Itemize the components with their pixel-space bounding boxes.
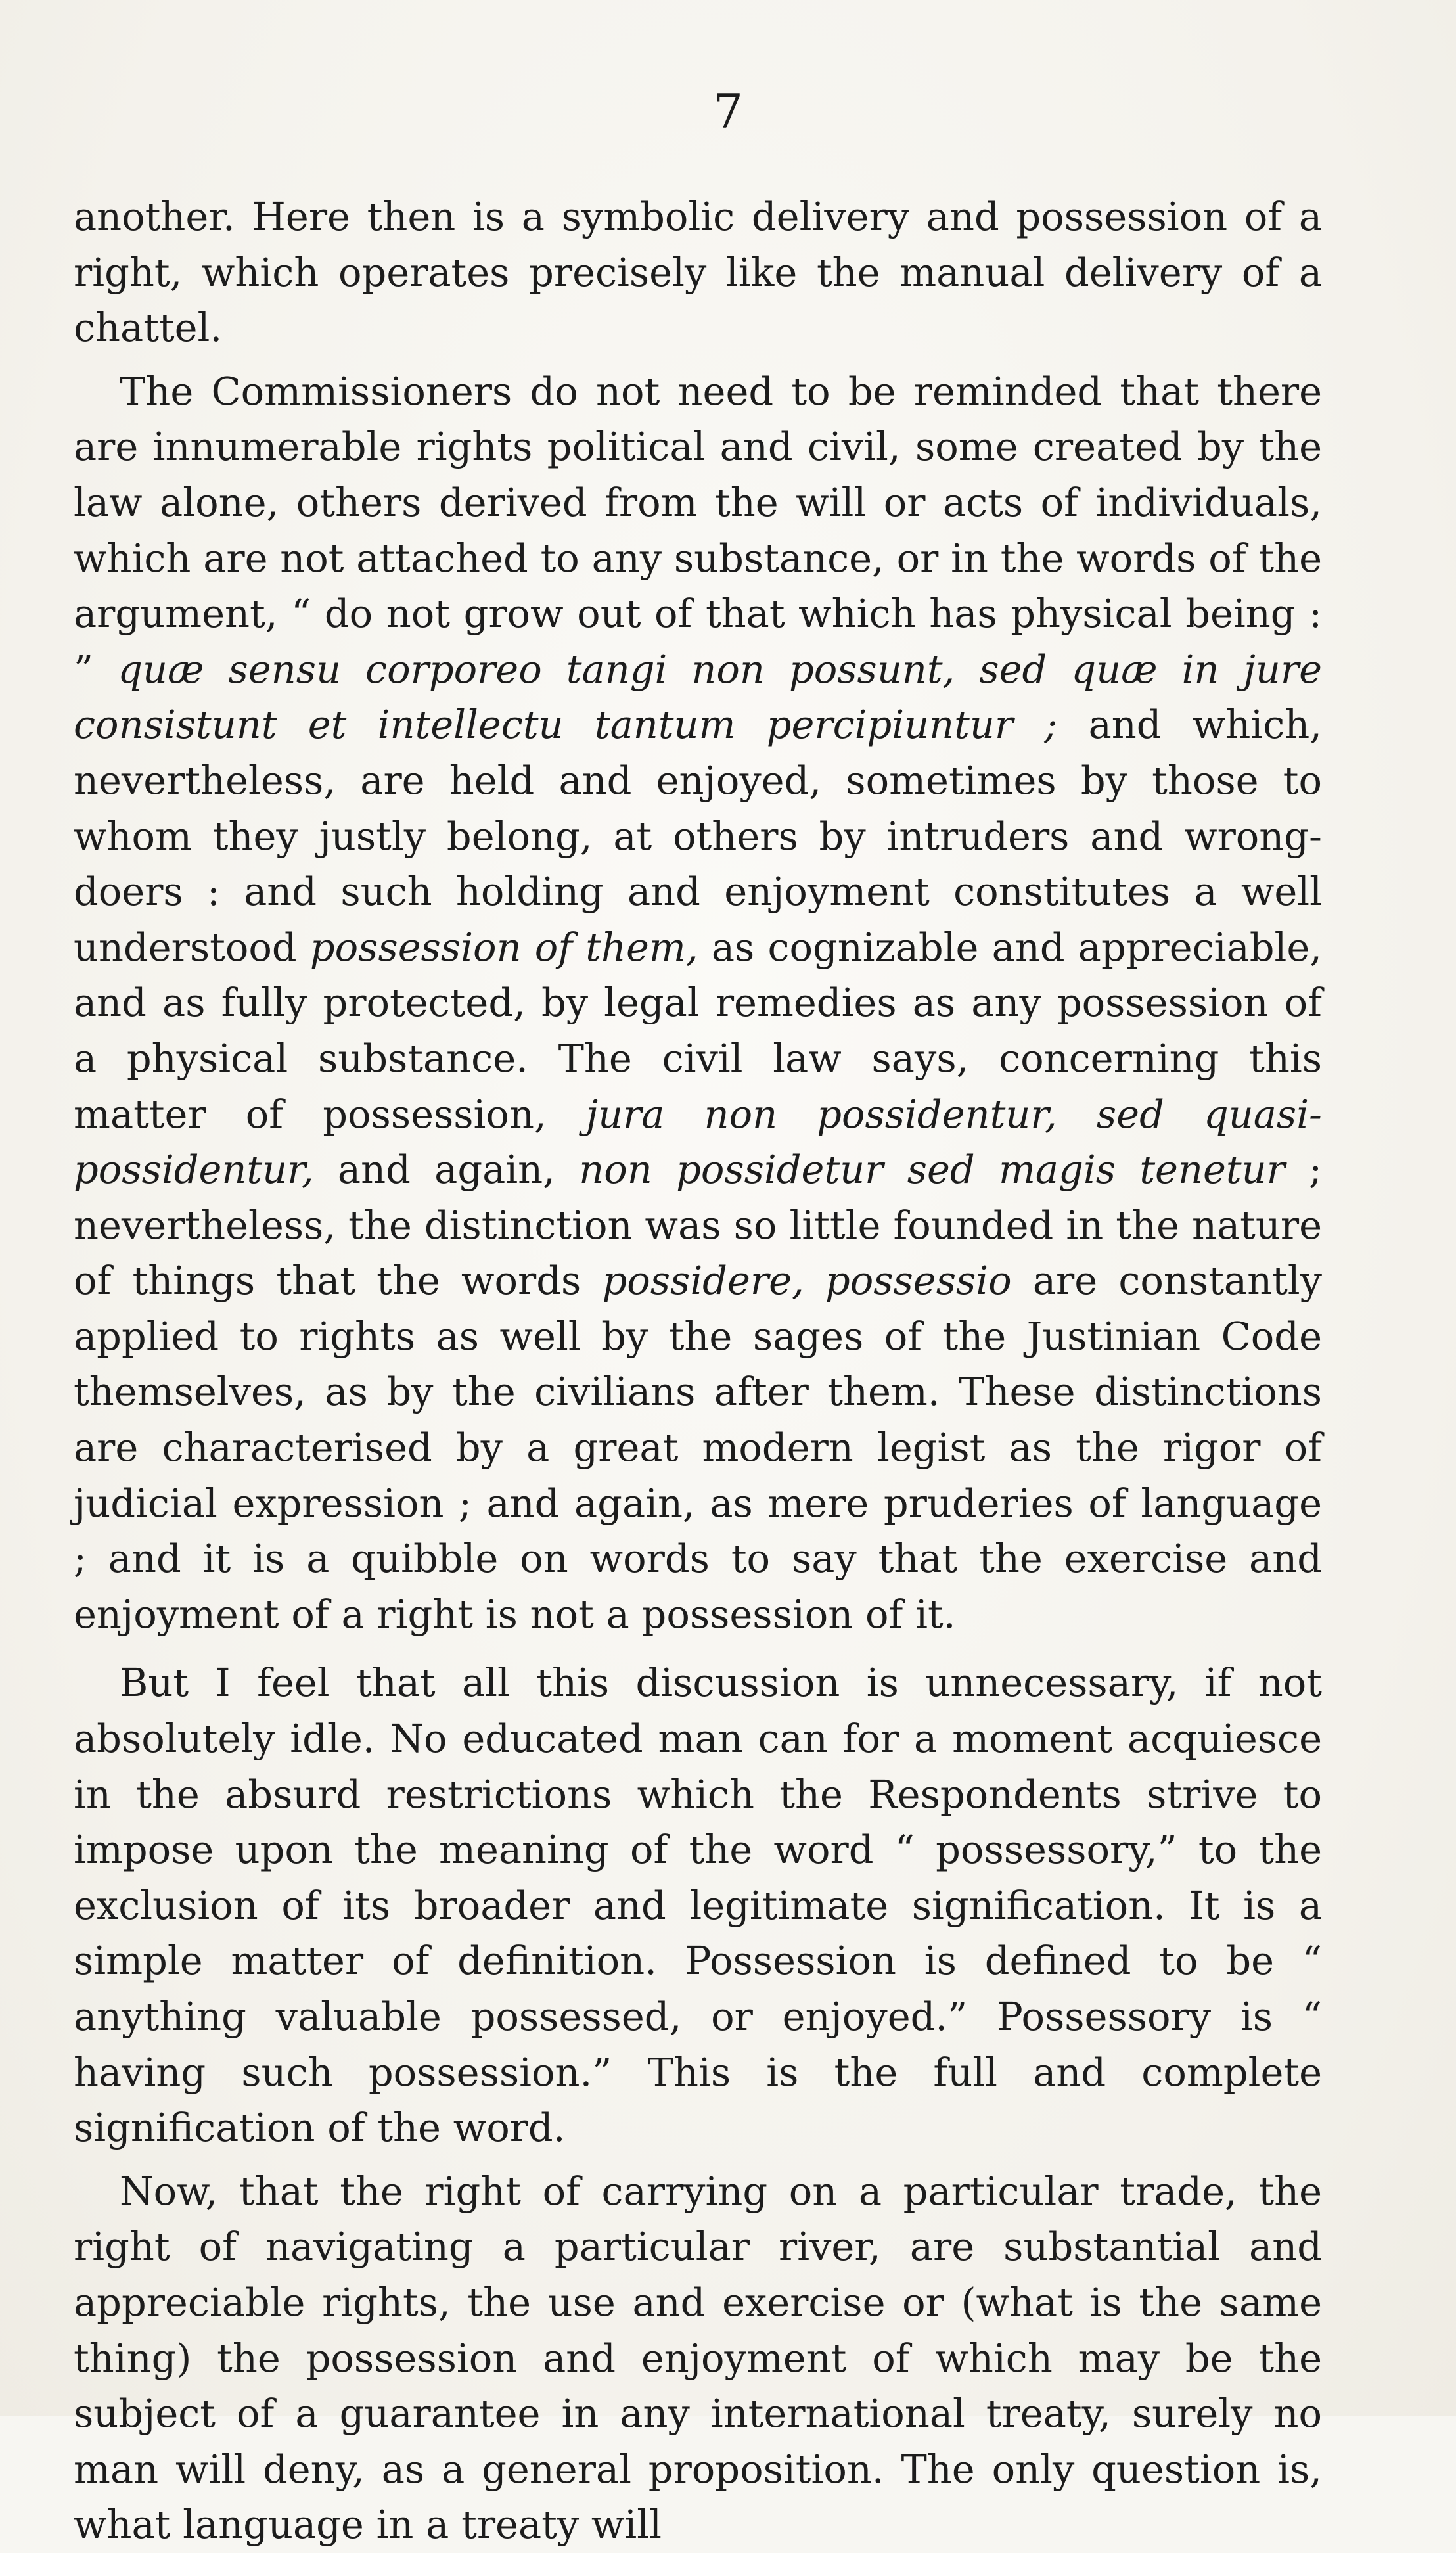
paragraph-1 xyxy=(74,189,1322,356)
text-run: But I feel that all this discussion is unnecessary, if not absolutely idle. No educated man can for a moment acquiesce in the absurd restrictions which the Respondents strive to impose upon the meaning of the word “ possessory,” to the exclusion of its broader and legitimate signification. It is a simple matter of definition. Possession is defined to be “ anything valuable possessed, or enjoyed.” Possessory is “ having such possession.” This is the full and complete signification of the word. xyxy=(74,1660,1322,2151)
latin-quotation: jura non possidentur, sed quasi-possidentur, xyxy=(74,1091,1322,1193)
paragraph-4 xyxy=(74,2164,1322,2553)
latin-terms: possidere, possessio xyxy=(602,1258,1012,1304)
page-number: 7 xyxy=(713,84,743,139)
body-text xyxy=(74,189,1322,2553)
text-run: and again, xyxy=(313,1147,580,1193)
emphasis-text: possession of them, xyxy=(309,924,698,970)
text-run: ; nevertheless, the distinction was so little founded in the nature of things that the words xyxy=(74,1147,1322,1304)
latin-quotation: non possidetur sed magis tenetur xyxy=(579,1147,1285,1193)
text-run: The Commissioners do not need to be reminded that there are innumerable rights political and civil, some created by the law alone, others derived from the will or acts of individuals, which are not attached to any substance, or in the words of the argument, “ do not grow out of that which has physical being : ” xyxy=(74,368,1322,692)
text-run: as cognizable and appreciable, and as fully protected, by legal remedies as any possession of a physical substance. The civil law says, concerning this matter of possession, xyxy=(74,924,1323,1137)
text-run: Now, that the right of carrying on a particular trade, the right of navigating a particular river, are substantial and appreciable rights, the use and exercise or (what is the same thing) the possession and enjoyment of which may be the subject of a guarantee in any international treaty, surely no man will deny, as a general proposition. The only question is, what language in a treaty will xyxy=(74,2168,1322,2548)
text-run: another. Here then is a symbolic delivery and possession of a right, which operates precisely like the manual delivery of a chattel. xyxy=(74,194,1322,351)
latin-quotation: quæ sensu corporeo tangi non possunt, sed quæ in jure consistunt et intellectu tantum percipiuntur ; xyxy=(74,646,1322,748)
paragraph-3 xyxy=(74,1655,1322,2155)
text-run: are constantly applied to rights as well by the sages of the Justinian Code themselves, as by the civilians after them. These distinctions are characterised by a great modern legist as the rigor of judicial expression ; and again, as mere pruderies of language ; and it is a quibble on words to say that the exercise and enjoyment of a right is not a possession of it. xyxy=(74,1258,1322,1637)
text-run: and which, nevertheless, are held and enjoyed, sometimes by those to whom they justly belong, at others by intruders and wrong-doers : and such holding and enjoyment constitutes a well understood xyxy=(74,702,1322,970)
paragraph-2 xyxy=(74,364,1322,1643)
